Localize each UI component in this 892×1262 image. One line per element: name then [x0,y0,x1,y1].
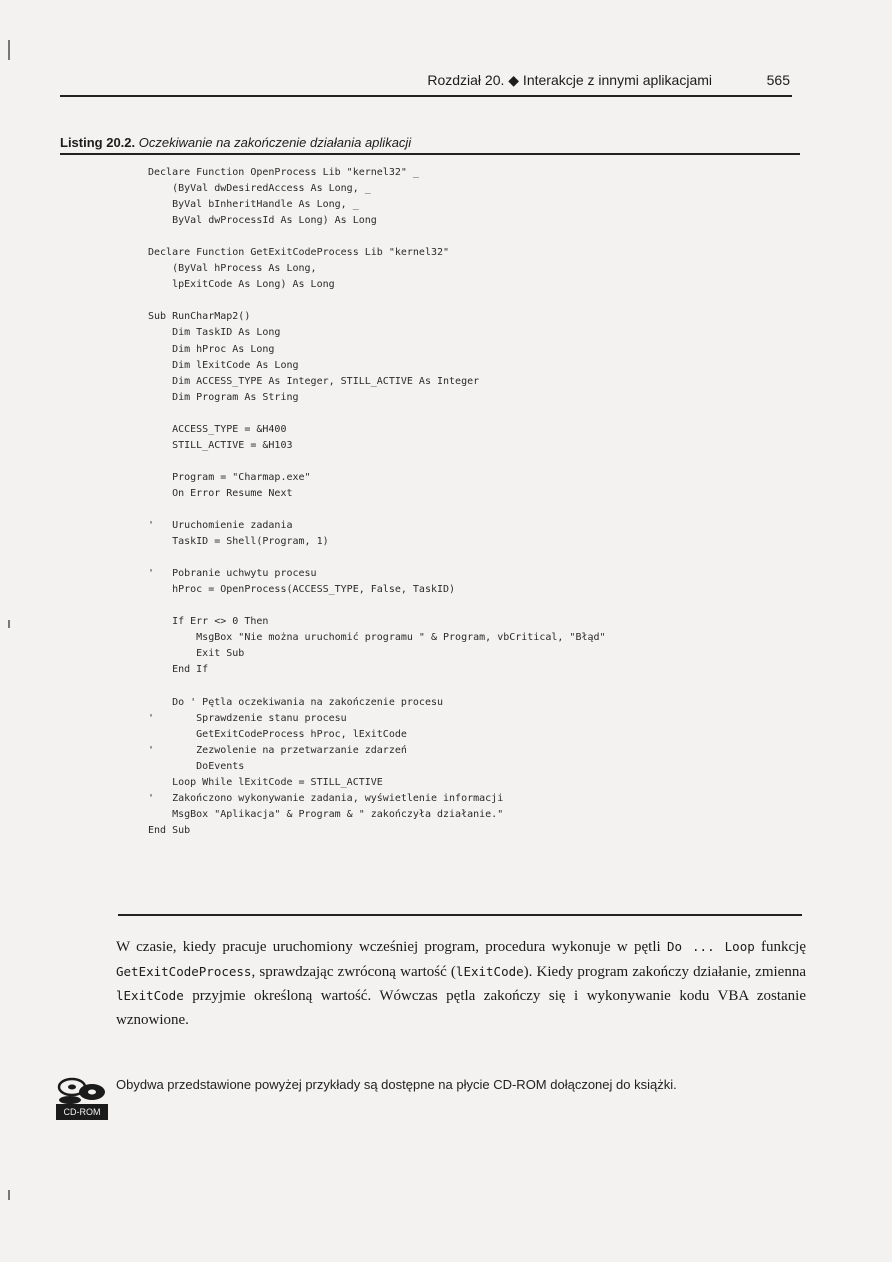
code-line: ' Uruchomienie zadania [148,520,293,532]
code-listing [148,165,798,839]
code-line [148,229,798,245]
code-line [148,550,798,566]
body-paragraph [116,935,806,1032]
code-line [148,502,798,518]
code-line: On Error Resume Next [148,487,293,499]
code-line: Loop While lExitCode = STILL_ACTIVE [148,776,383,788]
code-line: Dim TaskID As Long [148,327,281,339]
inline-code: lExitCode [116,988,184,1003]
code-line: DoEvents [148,760,245,772]
code-line: Dim Program As String [148,391,299,403]
paragraph-text: ). Kiedy program zakończy działanie, zmienna [523,963,806,980]
code-line: Program = "Charmap.exe" [148,471,311,483]
listing-number: Listing 20.2. [60,135,136,150]
inline-code: GetExitCodeProcess [116,963,252,979]
binding-mark [8,1190,10,1200]
paragraph-text: W czasie, kiedy pracuje uruchomiony wcześniej program, procedura wykonuje w pętli [116,939,661,955]
code-line: lpExitCode As Long) As Long [148,279,335,291]
code-line: Exit Sub [148,648,245,660]
code-line [148,454,798,470]
listing-caption [60,135,800,150]
listing-title: Oczekiwanie na zakończenie działania aplikacji [138,135,412,150]
code-line: ' Sprawdzenie stanu procesu [148,712,347,724]
code-line: MsgBox "Aplikacja" & Program & " zakończyła działanie." [148,808,504,820]
code-line: ByVal dwProcessId As Long) As Long [148,215,377,227]
paragraph-text: , sprawdzając zwróconą wartość ( [251,963,456,980]
binding-mark [8,620,10,628]
listing-end-rule [118,914,802,916]
code-line: End If [148,664,209,676]
code-line: TaskID = Shell(Program, 1) [148,536,329,548]
cd-rom-label: CD-ROM [56,1104,108,1120]
code-line: Declare Function OpenProcess Lib "kernel32" _ [148,167,419,178]
code-line: ACCESS_TYPE = &H400 [148,423,287,435]
code-line: Declare Function GetExitCodeProcess Lib "kernel32" [148,247,450,259]
code-line: Sub RunCharMap2() [148,311,251,323]
page-number: 565 [766,72,790,88]
code-line [148,679,798,695]
code-line: End Sub [148,824,191,836]
code-line: (ByVal hProcess As Long, [148,263,317,275]
code-line: GetExitCodeProcess hProc, lExitCode [148,728,407,740]
code-line [148,406,798,422]
paragraph-text: funkcję [754,939,806,955]
code-line: Dim lExitCode As Long [148,359,299,371]
paragraph-text: przyjmie określoną wartość. Wówczas pętla zakończy się i wykonywanie kodu VBA zostanie wznowione. [116,988,806,1028]
code-line [148,293,798,309]
code-line: ' Zakończono wykonywanie zadania, wyświetlenie informacji [148,792,504,804]
code-line: (ByVal dwDesiredAccess As Long, _ [148,183,371,195]
running-head [60,72,790,94]
inline-code: lExitCode [455,963,524,979]
code-line: STILL_ACTIVE = &H103 [148,439,293,451]
listing-caption-rule [60,153,800,155]
code-line: ByVal bInheritHandle As Long, _ [148,199,359,211]
binding-mark [8,40,10,60]
code-line: ' Pobranie uchwytu procesu [148,568,317,580]
code-line: If Err <> 0 Then [148,616,269,628]
header-rule [60,95,792,97]
code-line: MsgBox "Nie można uruchomić programu " & Program, vbCritical, "Błąd" [148,632,606,644]
cd-rom-note: Obydwa przedstawione powyżej przykłady są dostępne na płycie CD-ROM dołączonej do książki. [116,1077,677,1092]
code-line: ' Zezwolenie na przetwarzanie zdarzeń [148,744,407,756]
code-line: Do ' Pętla oczekiwania na zakończenie procesu [148,696,444,708]
code-line: hProc = OpenProcess(ACCESS_TYPE, False, TaskID) [148,584,456,596]
code-line: Dim hProc As Long [148,343,275,355]
code-line [148,598,798,614]
chapter-title: Rozdział 20. ◆ Interakcje z innymi aplikacjami [427,72,712,88]
inline-code: Do ... Loop [666,939,755,954]
code-line: Dim ACCESS_TYPE As Integer, STILL_ACTIVE As Integer [148,375,480,387]
